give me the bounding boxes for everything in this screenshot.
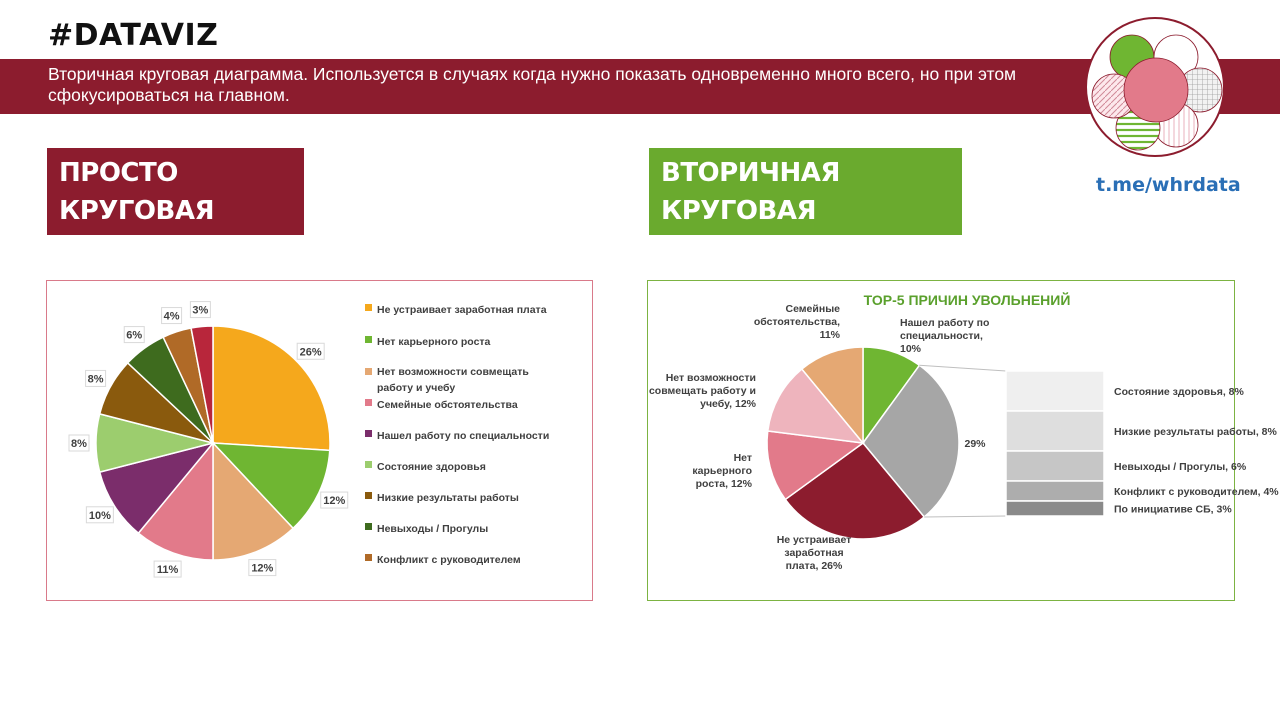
data-label: Семейные — [785, 303, 840, 315]
secondary-bar-label: Невыходы / Прогулы, 6% — [1114, 461, 1247, 473]
secondary-bar-segment — [1006, 371, 1104, 411]
banner-description: Вторичная круговая диаграмма. Используется в случаях когда нужно показать одновременно много всего, но при этом сфокусироваться на главном. — [48, 64, 1017, 105]
legend-label: Нет возможности совмещать — [377, 366, 529, 378]
connector-line — [919, 365, 1006, 371]
data-label: 10% — [88, 509, 111, 522]
data-label: роста, 12% — [695, 478, 752, 490]
data-label: 26% — [299, 346, 322, 359]
secondary-bar-label: Состояние здоровья, 8% — [1114, 386, 1244, 398]
telegram-link[interactable]: t.me/whrdata — [1096, 174, 1241, 196]
secondary-bar-label: По инициативе СБ, 3% — [1114, 503, 1232, 516]
legend-label: Не устраивает заработная плата — [377, 304, 547, 316]
section-tag-line: ВТОРИЧНАЯ КРУГОВАЯ — [661, 158, 840, 226]
data-label: карьерного — [692, 465, 752, 477]
legend-marker — [365, 492, 372, 499]
data-label: 12% — [323, 495, 346, 508]
data-label: обстоятельства, — [753, 316, 840, 328]
legend-label: Нашел работу по специальности — [377, 430, 550, 442]
section-tag-line: ДИАГРАММА: — [661, 234, 860, 264]
data-label: плата, 26% — [785, 560, 843, 572]
data-label: 8% — [71, 438, 87, 450]
data-label: специальности, — [900, 330, 983, 342]
secondary-bar-label: Низкие результаты работы, 8% — [1114, 426, 1277, 438]
legend-label: Низкие результаты работы — [377, 492, 519, 504]
secondary-bar-segment — [1006, 501, 1104, 516]
simple-pie-panel — [46, 280, 593, 601]
legend-label: работу и учебу — [377, 382, 456, 394]
legend-label: Семейные обстоятельства — [377, 399, 518, 411]
legend-marker — [365, 461, 372, 468]
data-label: 10% — [900, 343, 922, 355]
pie-of-pie-chart — [648, 281, 1279, 600]
circles-logo-icon — [1085, 17, 1225, 157]
section-tag-line: ПРОСТО КРУГОВАЯ — [59, 158, 214, 226]
data-label: 3% — [192, 304, 209, 317]
data-label: 29% — [964, 438, 986, 450]
data-label: 12% — [251, 562, 274, 575]
secondary-bar-label: Конфликт с руководителем, 4% — [1114, 486, 1279, 498]
secondary-bar-segment — [1006, 451, 1104, 481]
data-label: Нашел работу по — [900, 317, 990, 329]
data-label: 8% — [87, 373, 104, 386]
connector-line — [924, 516, 1006, 517]
data-label: 11% — [819, 329, 840, 341]
data-label: 6% — [126, 329, 143, 342]
legend-marker — [365, 523, 372, 530]
secondary-bar-segment — [1006, 411, 1104, 451]
legend-label: Конфликт с руководителем — [377, 554, 521, 566]
chart-title: TOP-5 ПРИЧИН УВОЛЬНЕНИЙ — [863, 292, 1071, 308]
data-label: Нет возможности — [665, 372, 756, 384]
data-label: совмещать работу и — [648, 385, 756, 397]
data-label: 4% — [163, 310, 180, 323]
legend-marker — [365, 368, 372, 375]
section-tag-line: ДИАГРАММА: — [59, 234, 258, 264]
legend-marker — [365, 554, 372, 561]
data-label: Не устраивает — [776, 534, 852, 546]
legend-label: Невыходы / Прогулы — [377, 523, 489, 535]
data-label: учебу, 12% — [700, 398, 756, 410]
legend-marker — [365, 430, 372, 437]
section-tag-simple-pie — [47, 148, 304, 264]
hashtag-title: #DATAVIZ — [48, 18, 219, 53]
legend-label: Нет карьерного роста — [377, 336, 491, 348]
legend-marker — [365, 304, 372, 311]
data-label: 11% — [156, 564, 179, 577]
section-tag-pie-of-pie — [649, 148, 962, 264]
legend-marker — [365, 399, 372, 406]
data-label: заработная — [784, 547, 844, 559]
simple-pie-chart — [47, 281, 592, 600]
data-label: Нет — [733, 452, 752, 464]
legend-marker — [365, 336, 372, 343]
pie-of-pie-panel — [647, 280, 1279, 601]
secondary-bar-segment — [1006, 481, 1104, 501]
legend-label: Состояние здоровья — [377, 461, 486, 473]
